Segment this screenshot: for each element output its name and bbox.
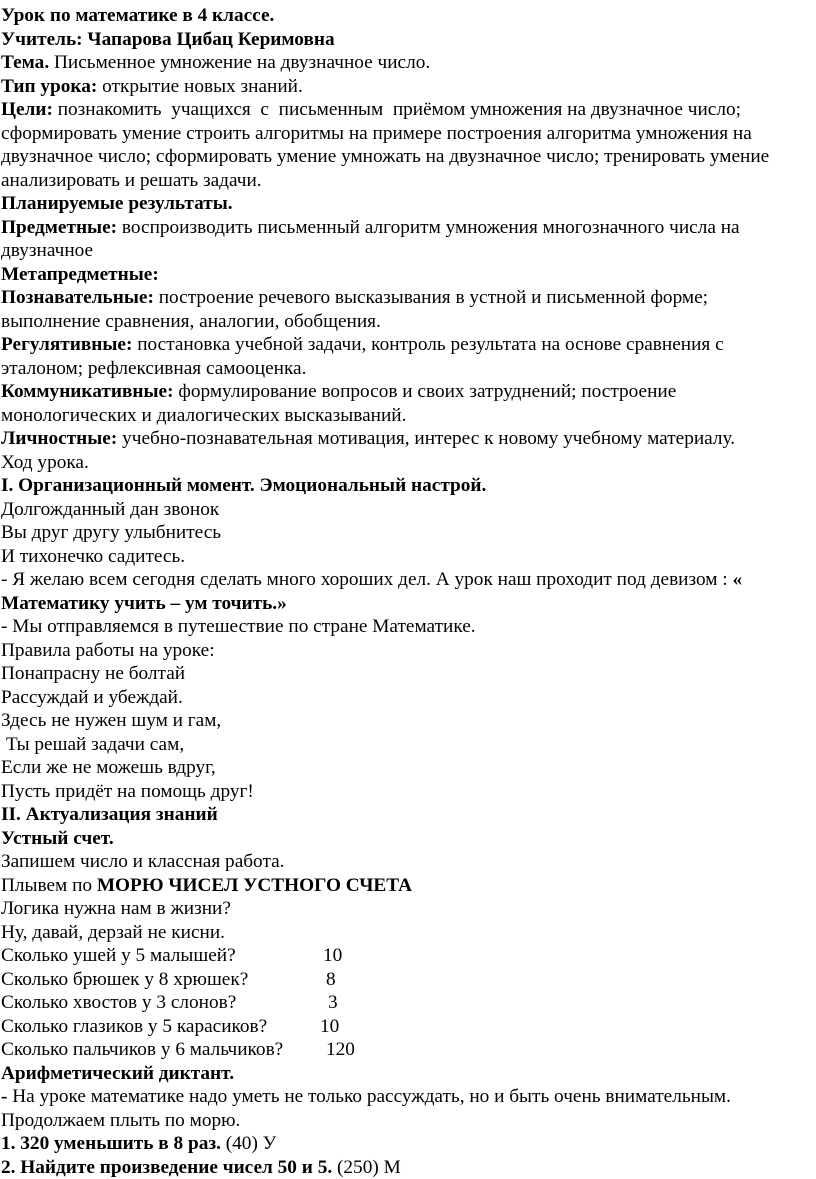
rule-line: Пусть придёт на помощь друг! [1, 780, 816, 804]
question-row [1, 1015, 816, 1039]
logic-line: Логика нужна нам в жизни? [1, 897, 816, 921]
goals-text-1: познакомить учащихся с письменным приёмом умножения на двузначное число; [53, 99, 741, 120]
metasubject-heading: Метапредметные: [1, 263, 816, 287]
regulative-text-1: постановка учебной задачи, контроль результата на основе сравнения с [132, 334, 723, 355]
communicative-text-1: формулирование вопросов и своих затруднений; построение [174, 381, 677, 402]
lesson-type-label: Тип урока: [1, 76, 97, 97]
communicative-line [1, 380, 816, 404]
task-2-text: 2. Найдите произведение чисел 50 и 5. [1, 1157, 332, 1178]
question-text: Сколько глазиков у 5 карасиков? [1, 1015, 320, 1039]
goals-text-4: анализировать и решать задачи. [1, 169, 816, 193]
question-row [1, 968, 816, 992]
goals-text-2: сформировать умение строить алгоритмы на примере построения алгоритма умножения на [1, 122, 816, 146]
subject-text-1: воспроизводить письменный алгоритм умножения многозначного числа на [117, 217, 740, 238]
goals-label: Цели: [1, 99, 53, 120]
question-text: Сколько брюшек у 8 хрюшек? [1, 968, 326, 992]
task-1-text: 1. 320 уменьшить в 8 раз. [1, 1133, 221, 1154]
lesson-course: Ход урока. [1, 451, 816, 475]
topic-line [1, 51, 816, 75]
poem-line: Долгожданный дан звонок [1, 498, 816, 522]
sail-line [1, 874, 816, 898]
personal-text: учебно-познавательная мотивация, интерес к новому учебному материалу. [117, 428, 735, 449]
task-1-answer: (40) У [221, 1133, 276, 1154]
subject-text-2: двузначное [1, 239, 816, 263]
question-answer: 10 [320, 1016, 339, 1037]
motto: Математику учить – ум точить.» [1, 592, 816, 616]
communicative-text-2: монологических и диалогических высказываний. [1, 404, 816, 428]
task-2-answer: (250) М [332, 1157, 401, 1178]
motto-quote-open: « [732, 569, 742, 590]
regulative-label: Регулятивные: [1, 334, 132, 355]
goals-text-3: двузначное число; сформировать умение умножать на двузначное число; тренировать умение [1, 145, 816, 169]
communicative-label: Коммуникативные: [1, 381, 174, 402]
teacher-name: Учитель: Чапарова Цибац Керимовна [1, 28, 816, 52]
question-answer: 120 [326, 1039, 355, 1060]
trip-text: - Мы отправляемся в путешествие по стране Математике. [1, 615, 816, 639]
dictation-dash: - [1, 1086, 7, 1107]
topic-label: Тема. [1, 52, 49, 73]
regulative-text-2: эталоном; рефлексивная самооценка. [1, 357, 816, 381]
goals-line [1, 98, 816, 122]
cognitive-text-1: построение речевого высказывания в устной и письменной форме; [154, 287, 708, 308]
lesson-type-line [1, 75, 816, 99]
task-1 [1, 1132, 816, 1156]
cognitive-label: Познавательные: [1, 287, 154, 308]
section-1-heading: I. Организационный момент. Эмоциональный настрой. [1, 474, 816, 498]
rules-heading: Правила работы на уроке: [1, 639, 816, 663]
question-answer: 8 [326, 969, 336, 990]
rule-line: Если же не можешь вдруг, [1, 756, 816, 780]
sail-prefix: Плывем по [1, 875, 97, 896]
dictation-heading: Арифметический диктант. [1, 1062, 816, 1086]
cognitive-line [1, 286, 816, 310]
write-text: Запишем число и классная работа. [1, 850, 816, 874]
question-row [1, 1038, 816, 1062]
question-answer: 10 [323, 945, 342, 966]
topic-text: Письменное умножение на двузначное число. [49, 52, 430, 73]
rule-line: Понапрасну не болтай [1, 662, 816, 686]
subject-label: Предметные: [1, 217, 117, 238]
question-row [1, 944, 816, 968]
personal-line [1, 427, 816, 451]
question-answer: 3 [328, 992, 338, 1013]
lesson-title: Урок по математике в 4 классе. [1, 4, 816, 28]
logic-line: Ну, давай, дерзай не кисни. [1, 921, 816, 945]
section-2-heading: II. Актуализация знаний [1, 803, 816, 827]
question-text: Сколько ушей у 5 малышей? [1, 944, 323, 968]
results-heading: Планируемые результаты. [1, 192, 816, 216]
subject-results-line [1, 216, 816, 240]
lesson-type-text: открытие новых знаний. [97, 76, 302, 97]
motto-text: - Я желаю всем сегодня сделать много хороших дел. А урок наш проходит под девизом : [1, 569, 732, 590]
sail-title: МОРЮ ЧИСЕЛ УСТНОГО СЧЕТА [97, 875, 412, 896]
question-row [1, 991, 816, 1015]
oral-count-heading: Устный счет. [1, 827, 816, 851]
dictation-intro-line [1, 1085, 816, 1109]
task-2 [1, 1156, 816, 1179]
poem-line: И тихонечко садитесь. [1, 545, 816, 569]
poem-line: Вы друг другу улыбнитесь [1, 521, 816, 545]
question-text: Сколько хвостов у 3 слонов? [1, 991, 328, 1015]
personal-label: Личностные: [1, 428, 117, 449]
continue-text: Продолжаем плыть по морю. [1, 1109, 816, 1133]
rule-line: Здесь не нужен шум и гам, [1, 709, 816, 733]
dictation-intro: На уроке математике надо уметь не только рассуждать, но и быть очень внимательным. [7, 1086, 731, 1107]
rule-line: Рассуждай и убеждай. [1, 686, 816, 710]
cognitive-text-2: выполнение сравнения, аналогии, обобщения. [1, 310, 816, 334]
question-text: Сколько пальчиков у 6 мальчиков? [1, 1038, 326, 1062]
motto-line [1, 568, 816, 592]
rule-line: Ты решай задачи сам, [1, 733, 816, 757]
regulative-line [1, 333, 816, 357]
